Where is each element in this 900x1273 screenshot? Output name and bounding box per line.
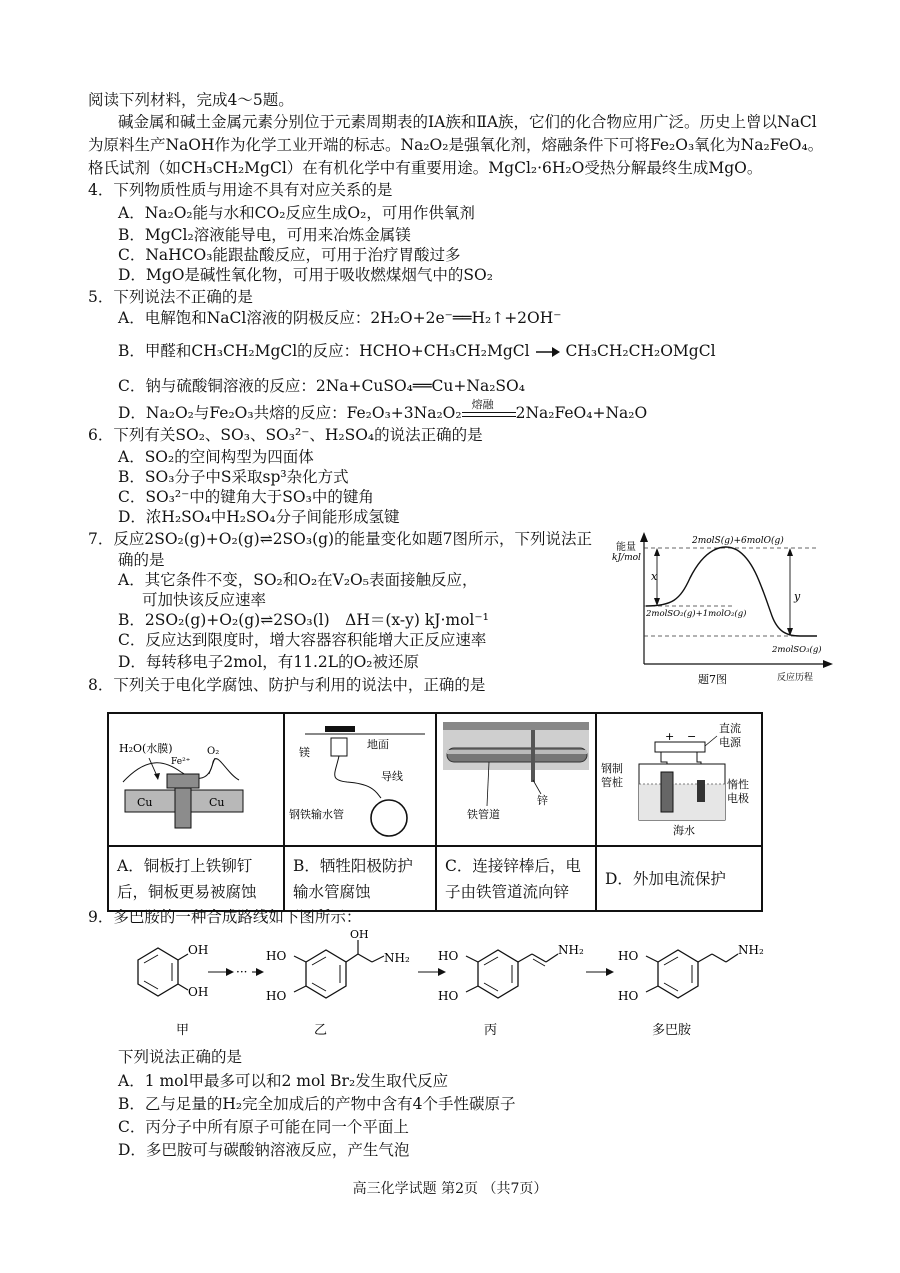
name-jia: 甲	[176, 1023, 190, 1038]
name-yi: 乙	[314, 1023, 328, 1038]
q6-option-c: C．SO₃²⁻中的键角大于SO₃中的键角	[118, 488, 374, 506]
q7-option-a-cont: 可加快该反应速率	[142, 591, 267, 609]
q9-option-d: D．多巴胺可与碳酸钠溶液反应，产生气泡	[118, 1141, 410, 1159]
q5-d-product: 2Na₂FeO₄+Na₂O	[515, 404, 648, 422]
compound-yi	[266, 930, 410, 1003]
seawater-label: 海水	[673, 824, 695, 837]
iron-pipe-label: 铁管道	[467, 808, 500, 821]
cu-label-right: Cu	[209, 796, 225, 809]
x-axis-label: 反应历程	[777, 673, 814, 683]
name-bing: 丙	[484, 1023, 498, 1038]
figure-caption: 题7图	[698, 673, 727, 686]
q6-stem: 6．下列有关SO₂、SO₃、SO₃²⁻、H₂SO₄的说法正确的是	[88, 426, 483, 444]
compound-bing	[438, 943, 584, 1003]
q8-figure-d-cell	[596, 713, 762, 846]
dopamine-synthesis-route	[118, 930, 778, 1042]
passage-line-2: 为原料生产NaOH作为化学工业开端的标志。Na₂O₂是强氧化剂，熔融条件下可将Fe₂O₃氧化为Na₂FeO₄。	[88, 136, 824, 154]
q5-stem: 5．下列说法不正确的是	[88, 288, 253, 306]
reaction-arrow-icon	[535, 346, 561, 358]
yi-ho-2: HO	[266, 989, 287, 1003]
q8-figure-c-cell	[436, 713, 596, 846]
passage-line-3: 格氏试剂（如CH₃CH₂MgCl）在有机化学中有重要用途。MgCl₂·6H₂O受热分解最终生成MgO。	[88, 159, 763, 177]
intermediate-dots: ···	[236, 965, 248, 979]
q7-option-c: C．反应达到限度时，增大容器容积能增大正反应速率	[118, 631, 487, 649]
q9-option-a: A．1 mol甲最多可以和2 mol Br₂发生取代反应	[118, 1072, 449, 1090]
q4-option-d: D．MgO是碱性氧化物，可用于吸收燃煤烟气中的SO₂	[118, 266, 493, 284]
q6-option-d: D．浓H₂SO₄中H₂SO₄分子间能形成氢键	[118, 508, 400, 526]
level-mid: 2molSO₂(g)+1molO₂(g)	[646, 609, 747, 619]
steel-label-2: 管桩	[601, 776, 623, 789]
level-bot: 2molSO₃(g)	[772, 645, 822, 655]
q4-option-b: B．MgCl₂溶液能导电，可用来冶炼金属镁	[118, 226, 411, 244]
q4-option-a: A．Na₂O₂能与水和CO₂反应生成O₂，可用作供氧剂	[118, 204, 475, 222]
impressed-current-figure	[597, 714, 761, 841]
jia-oh-1: OH	[188, 943, 209, 957]
q7-option-d: D．每转移电子2mol，有11.2L的O₂被还原	[118, 653, 420, 671]
pipe-label: 钢铁输水管	[289, 808, 344, 821]
q9-substem: 下列说法正确的是	[118, 1048, 243, 1066]
y-label: y	[794, 590, 801, 603]
plus-sign: +	[665, 730, 675, 743]
bing-nh2: NH₂	[558, 943, 584, 957]
compound-dopamine	[618, 943, 764, 1003]
q5-b-text: B．甲醛和CH₃CH₂MgCl的反应：HCHO+CH₃CH₂MgCl	[118, 342, 530, 360]
sacrificial-anode-figure	[285, 714, 435, 841]
q7-option-a: A．其它条件不变，SO₂和O₂在V₂O₅表面接触反应，	[118, 571, 478, 589]
q5-option-a: A．电解饱和NaCl溶液的阴极反应：2H₂O+2e⁻══H₂↑+2OH⁻	[118, 309, 562, 327]
dopamine-ho-1: HO	[618, 949, 639, 963]
copper-iron-corrosion-figure	[109, 714, 281, 841]
bing-ho-2: HO	[438, 989, 459, 1003]
q6-option-a: A．SO₂的空间构型为四面体	[118, 448, 314, 466]
yi-ho-1: HO	[266, 949, 287, 963]
q5-option-d	[118, 398, 648, 423]
dopamine-nh2: NH₂	[738, 943, 764, 957]
yi-oh: OH	[350, 930, 369, 941]
inert-label-2: 电极	[727, 792, 749, 805]
energy-axis-label: 能量	[616, 542, 636, 553]
q8-stem: 8．下列关于电化学腐蚀、防护与利用的说法中，正确的是	[88, 676, 486, 694]
q7-stem-2: 确的是	[118, 551, 165, 569]
intro-line: 阅读下列材料，完成4～5题。	[88, 91, 294, 109]
energy-diagram	[612, 528, 837, 688]
compound-jia	[138, 943, 208, 999]
q8-option-d: D．外加电流保护	[596, 846, 762, 911]
yi-nh2: NH₂	[384, 951, 410, 965]
q5-option-b	[118, 341, 716, 361]
equals-double-line	[462, 412, 516, 417]
level-top: 2molS(g)+6molO(g)	[692, 536, 784, 546]
q9-stem: 9．多巴胺的一种合成路线如下图所示：	[88, 908, 362, 926]
zinc-pipe-figure	[437, 714, 595, 841]
cu-label-left: Cu	[137, 796, 153, 809]
dc-label-2: 电源	[719, 736, 741, 749]
q8-figure-b-cell	[284, 713, 436, 846]
o2-label: O₂	[207, 746, 220, 757]
minus-sign: −	[687, 730, 697, 743]
q8-option-a: A．铜板打上铁铆钉后，铜板更易被腐蚀	[108, 846, 284, 911]
steel-label-1: 钢制	[601, 762, 623, 775]
q5-b-product: CH₃CH₂CH₂OMgCl	[565, 342, 716, 360]
name-dopamine: 多巴胺	[652, 1023, 692, 1038]
q5-d-condition: 熔融	[471, 398, 494, 411]
ground-label: 地面	[367, 738, 389, 751]
q6-option-b: B．SO₃分子中S采取sp³杂化方式	[118, 468, 349, 486]
q9-option-b: B．乙与足量的H₂完全加成后的产物中含有4个手性碳原子	[118, 1095, 516, 1113]
passage-line-1: 碱金属和碱土金属元素分别位于元素周期表的ⅠA族和ⅡA族，它们的化合物应用广泛。历史上曾以NaCl	[118, 113, 817, 131]
q8-options-table	[107, 712, 763, 912]
wire-label: 导线	[381, 770, 403, 783]
q8-option-b: B．牺牲阳极防护输水管腐蚀	[284, 846, 436, 911]
x-label: x	[651, 570, 658, 583]
jia-oh-2: OH	[188, 985, 209, 999]
q9-option-c: C．丙分子中所有原子可能在同一个平面上	[118, 1118, 409, 1136]
energy-unit-label: kJ/mol	[612, 553, 641, 563]
q4-stem: 4．下列物质性质与用途不具有对应关系的是	[88, 181, 393, 199]
q7-option-b: B．2SO₂(g)+O₂(g)⇌2SO₃(l) ΔH＝(x-y) kJ·mol⁻¹	[118, 611, 489, 629]
zinc-label: 锌	[537, 794, 548, 807]
magnesium-label: 镁	[299, 746, 310, 759]
bing-ho-1: HO	[438, 949, 459, 963]
q5-d-text: D．Na₂O₂与Fe₂O₃共熔的反应：Fe₂O₃+3Na₂O₂	[118, 404, 462, 422]
dopamine-ho-2: HO	[618, 989, 639, 1003]
water-film-label: H₂O(水膜)	[119, 742, 173, 755]
q5-option-c: C．钠与硫酸铜溶液的反应：2Na+CuSO₄══Cu+Na₂SO₄	[118, 377, 525, 395]
fe2-label: Fe²⁺	[171, 757, 191, 767]
q4-option-c: C．NaHCO₃能跟盐酸反应，可用于治疗胃酸过多	[118, 246, 461, 264]
q8-option-c: C．连接锌棒后，电子由铁管道流向锌	[436, 846, 596, 911]
page-footer: 高三化学试题 第2页 （共7页）	[352, 1181, 548, 1197]
q7-stem-1: 7．反应2SO₂(g)+O₂(g)⇌2SO₃(g)的能量变化如题7图所示，下列说法正	[88, 530, 592, 548]
inert-label-1: 惰性	[727, 778, 749, 791]
dc-label-1: 直流	[719, 722, 741, 735]
q8-figure-a-cell	[108, 713, 284, 846]
